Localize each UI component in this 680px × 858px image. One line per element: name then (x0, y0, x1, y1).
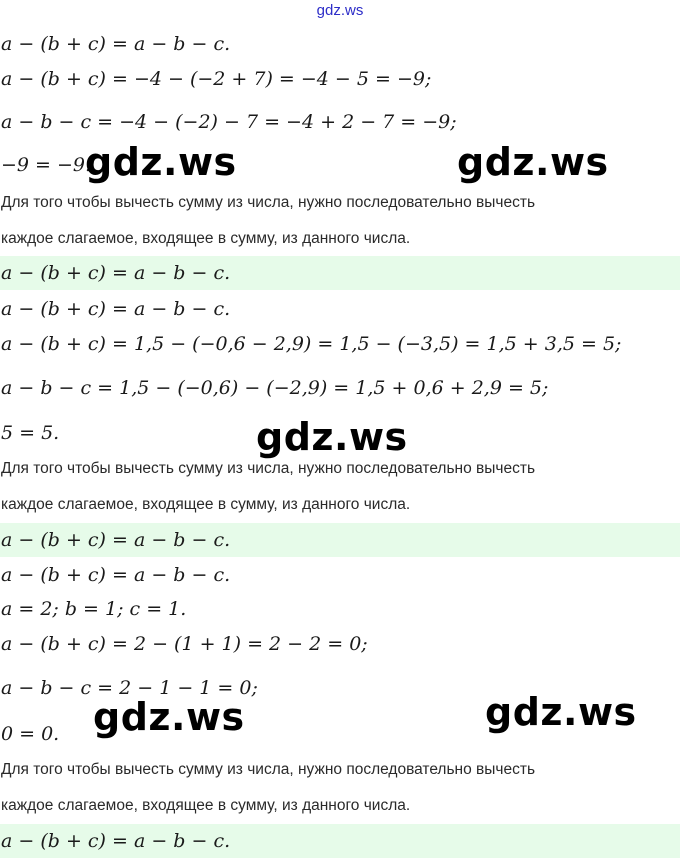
math-line: −9 = −9. (1, 154, 92, 176)
formula-text: a − (b + c) = a − b − c. (1, 529, 231, 551)
math-line: a − (b + c) = a − b − c. (1, 564, 231, 586)
watermark: gdz.ws (485, 690, 637, 734)
watermark: gdz.ws (457, 140, 609, 184)
watermark: gdz.ws (93, 695, 245, 739)
math-line: a − (b + c) = 1,5 − (−0,6 − 2,9) = 1,5 − (−3,5) = 1,5 + 3,5 = 5; (1, 333, 622, 355)
formula-text: a − (b + c) = a − b − c. (1, 262, 231, 284)
rule-text: каждое слагаемое, входящее в сумму, из данного числа. (1, 496, 411, 513)
highlighted-formula (0, 523, 680, 557)
rule-text: Для того чтобы вычесть сумму из числа, нужно последовательно вычесть (1, 460, 536, 477)
math-line: a − (b + c) = a − b − c. (1, 33, 231, 55)
math-line: a = 2; b = 1; c = 1. (1, 598, 187, 620)
math-line: 0 = 0. (1, 723, 60, 745)
highlighted-formula (0, 824, 680, 858)
math-line: a − (b + c) = −4 − (−2 + 7) = −4 − 5 = −9; (1, 68, 432, 90)
math-line: a − b − c = −4 − (−2) − 7 = −4 + 2 − 7 = −9; (1, 111, 457, 133)
rule-text: каждое слагаемое, входящее в сумму, из данного числа. (1, 797, 411, 814)
math-line: a − (b + c) = 2 − (1 + 1) = 2 − 2 = 0; (1, 633, 368, 655)
rule-text: Для того чтобы вычесть сумму из числа, нужно последовательно вычесть (1, 194, 536, 211)
highlighted-formula (0, 256, 680, 290)
math-line: a − (b + c) = a − b − c. (1, 298, 231, 320)
watermark: gdz.ws (85, 140, 237, 184)
watermark: gdz.ws (256, 415, 408, 459)
formula-text: a − (b + c) = a − b − c. (1, 830, 231, 852)
math-line: 5 = 5. (1, 422, 60, 444)
rule-text: каждое слагаемое, входящее в сумму, из данного числа. (1, 230, 411, 247)
math-line: a − b − c = 1,5 − (−0,6) − (−2,9) = 1,5 + 0,6 + 2,9 = 5; (1, 377, 549, 399)
math-line: a − b − c = 2 − 1 − 1 = 0; (1, 677, 258, 699)
site-link[interactable]: gdz.ws (316, 2, 364, 19)
rule-text: Для того чтобы вычесть сумму из числа, нужно последовательно вычесть (1, 761, 536, 778)
